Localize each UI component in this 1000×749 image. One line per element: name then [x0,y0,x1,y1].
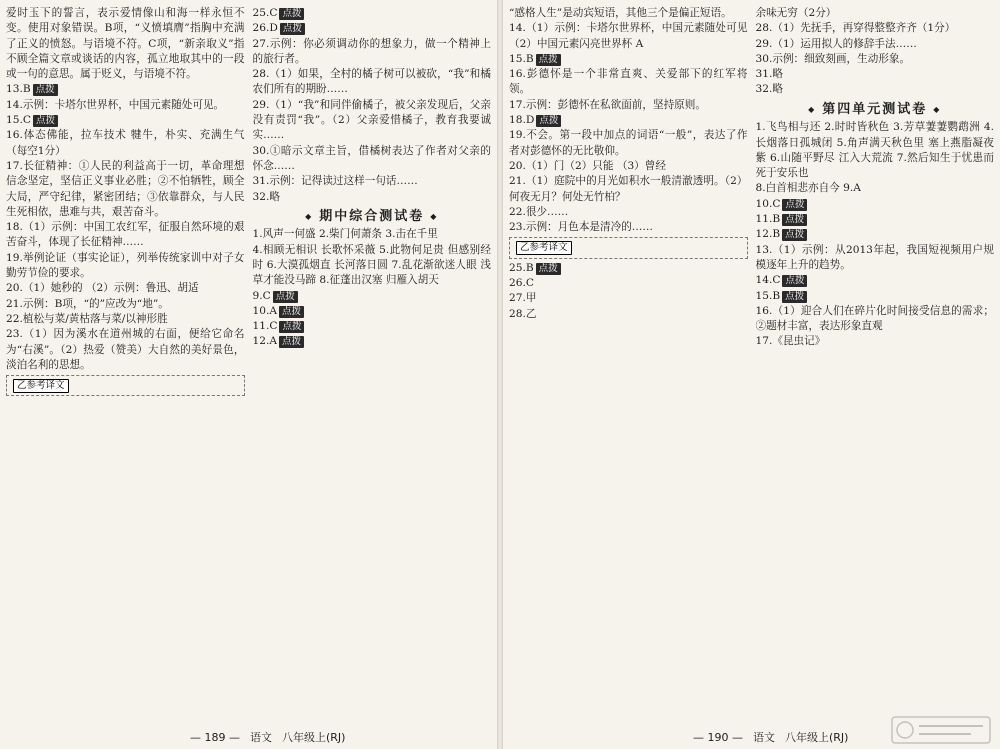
section-title: ◆ 第四单元测试卷 ◆ [756,102,995,117]
hint-tag: 点拨 [782,291,807,303]
answer-item: 15.C 点拨 [6,113,245,128]
answer-item: 11.B 点拨 [756,212,995,227]
hint-tag: 点拨 [279,336,304,348]
answer-item: 17.《昆虫记》 [755,335,826,348]
answer-item: 16.彭德怀是一个非常直爽、关爱部下的红军将领。 [509,68,748,96]
answer-item: 13.（1）示例：从2013年起，我国短视频用户规模逐年上升的趋势。 [755,243,994,271]
section-title: ◆ 期中综合测试卷 ◆ [253,209,492,224]
answer-item: 31.略 [755,68,783,81]
answer-item: 28.（1）如果，全村的橘子树可以被砍，“我”和橘农们所有的期盼…… [252,68,491,96]
page-number: — 189 — [190,731,240,744]
subject-label: 语文 [250,731,272,744]
answer-item: 14.（1）示例：卡塔尔世界杯，中国元素随处可见（2）中国元素闪亮世界杯 A [509,22,748,50]
answer-text: 余味无穷（2分） [755,7,837,19]
answer-item: 4.相顾无相识 长歌怀采薇 5.此物何足贵 但感别经时 6.大漠孤烟直 长河落日圆 7.乱花渐欲迷人眼 浅草才能没马蹄 8.征蓬出汉塞 归雁入胡天 [252,243,491,287]
reference-translation [509,237,748,258]
page-footer [693,729,848,745]
answer-item: 29.（1）运用拟人的修辞手法…… [755,37,917,50]
answer-item: 19.不会。第一段中加点的词语“一般”，表达了作者对彭德怀的无比敬仰。 [509,129,748,157]
answer-item: 1.风声一何盛 2.柴门何萧条 3.击在千里 [252,228,438,241]
answer-item: 21.（1）庭院中的月光如积水一般清澈透明。（2）何夜无月？何处无竹柏？ [509,175,748,203]
answer-item: 14.C 点拨 [756,273,995,288]
answer-item: 23.（1）因为溪水在道州城的右面，便给它命名为“右溪”。（2）热爱（赞美）大自然的美好景色，淡泊名利的思想。 [6,328,245,371]
answer-item: 16.体态佛能，拉车技术 犍牛，朴实、充满生气（每空1分） [6,129,245,157]
answer-item: 26.C [509,277,534,290]
answer-item: 1.飞鸟相与还 2.时时皆秋色 3.芳草萋萋鹦鹉洲 4.长烟落日孤城闭 5.角声满天秋色里 塞上燕脂凝夜紫 6.山随平野尽 江入大荒流 7.然后知生于忧患而死于安乐也 [755,121,994,180]
answer-item: 28.乙 [509,307,537,320]
hint-tag: 点拨 [782,199,807,211]
answer-text: “感格人生”是动宾短语，其他三个是偏正短语。 [509,7,732,19]
answer-item: 25.C 点拨 [253,6,492,21]
hint-tag: 点拨 [782,214,807,226]
answer-item: 29.（1）“我”和同伴偷橘子，被父亲发现后，父亲没有责罚“我”。（2）父亲爱惜橘子，教育我要诚实…… [252,98,491,142]
answer-item: 20.（1）门（2）只能 （3）曾经 [509,159,666,172]
answer-item: 13.B 点拨 [6,82,245,97]
hint-tag: 点拨 [273,291,298,303]
translation-tag: 乙参考译文 [13,379,69,393]
hint-tag: 点拨 [536,54,561,66]
page-number: — 190 — [693,731,743,744]
answer-item: 32.略 [755,83,783,96]
page-footer [190,729,345,745]
answer-item: 22.很少…… [509,205,569,218]
right-page [503,0,1000,749]
answer-item: 25.B 点拨 [509,261,748,276]
right-column-1 [509,6,748,725]
answer-item: 15.B 点拨 [509,52,748,67]
hint-tag: 点拨 [782,275,807,287]
answer-item: 17.长征精神：①人民的利益高于一切，革命理想信念坚定，坚信正义事业必胜；②不怕牺牲，顾全大局，严守纪律，紧密团结；③依靠群众，与人民生死相依，患难与共，艰苦奋斗。 [6,159,245,218]
answer-item: 30.①暗示文章主旨，借橘树表达了作者对父亲的怀念…… [252,144,491,172]
answer-item: 9.C 点拨 [253,289,492,304]
hint-tag: 点拨 [280,23,305,35]
hint-tag: 点拨 [279,306,304,318]
hint-tag: 点拨 [33,115,58,127]
subject-label: 语文 [753,731,775,744]
hint-tag: 点拨 [33,84,58,96]
left-page [0,0,497,749]
answer-item: 12.A 点拨 [253,334,492,349]
watermark-stamp [886,713,996,747]
answer-item: 22.植松与菜/黄枯落与菜/以神形胜 [6,312,168,325]
answer-item: 21.示例：B项，“的”应改为“地”。 [6,297,169,310]
answer-item: 14.示例：卡塔尔世界杯，中国元素随处可见。 [6,98,225,111]
answer-item: 31.示例：记得读过这样一句话…… [252,175,418,188]
right-column-2 [756,6,995,725]
answer-item: 20.（1）她秒的 （2）示例：鲁迅、胡适 [6,282,199,295]
left-column-2 [253,6,492,725]
hint-tag: 点拨 [782,229,807,241]
answer-item: 18.（1）示例：中国工农红军，征服自然环境的艰苦奋斗，体现了长征精神…… [6,221,245,249]
answer-item: 11.C 点拨 [253,319,492,334]
watermark-icon [891,716,991,744]
answer-item: 28.（1）先抚手，再穿得整整齐齐（1分） [755,22,956,35]
answer-item: 17.示例：彭德怀在私欲面前，坚持原则。 [509,98,706,111]
translation-tag: 乙参考译文 [516,241,572,255]
answer-item: 10.C 点拨 [756,197,995,212]
answer-item: 16.（1）迎合人们在碎片化时间接受信息的需求；②题材丰富，表达形象直观 [755,304,994,333]
answer-item: 12.B 点拨 [756,227,995,242]
answer-item: 19.举例论证（事实论证），列举传统家训中对子女勤劳节俭的要求。 [6,251,245,280]
answer-item: 8.白首相悲亦自今 9.A [755,182,861,195]
hint-tag: 点拨 [279,8,304,20]
reference-translation [6,375,245,396]
answer-item: 27.甲 [509,292,537,305]
grade-label: 八年级上(RJ) [282,731,346,744]
answer-item: 32.略 [252,190,280,203]
grade-label: 八年级上(RJ) [785,731,849,744]
hint-tag: 点拨 [536,263,561,275]
answer-text: 爱时玉下的誓言，表示爱情像山和海一样永恒不变。使用对象错误。B项，“义愤填膺”指胸中充满了正义的愤怒。与语境不符。C项，“新亲取义”指不顾全篇文章或谈话的内容，孤立地取其中的一段或一句的意思。属于贬义，与语境不符。 [6,7,245,81]
answer-item: 15.B 点拨 [756,289,995,304]
hint-tag: 点拨 [536,115,561,127]
answer-item: 26.D 点拨 [253,21,492,36]
answer-item: 30.示例：细致刻画，生动形象。 [755,52,911,65]
answer-item: 18.D 点拨 [509,113,748,128]
answer-item: 23.示例：月色本是清冷的…… [509,221,653,234]
left-column-1 [6,6,245,725]
answer-item: 10.A 点拨 [253,304,492,319]
answer-item: 27.示例：你必须调动你的想象力，做一个精神上的旅行者。 [252,37,491,65]
hint-tag: 点拨 [279,321,304,333]
